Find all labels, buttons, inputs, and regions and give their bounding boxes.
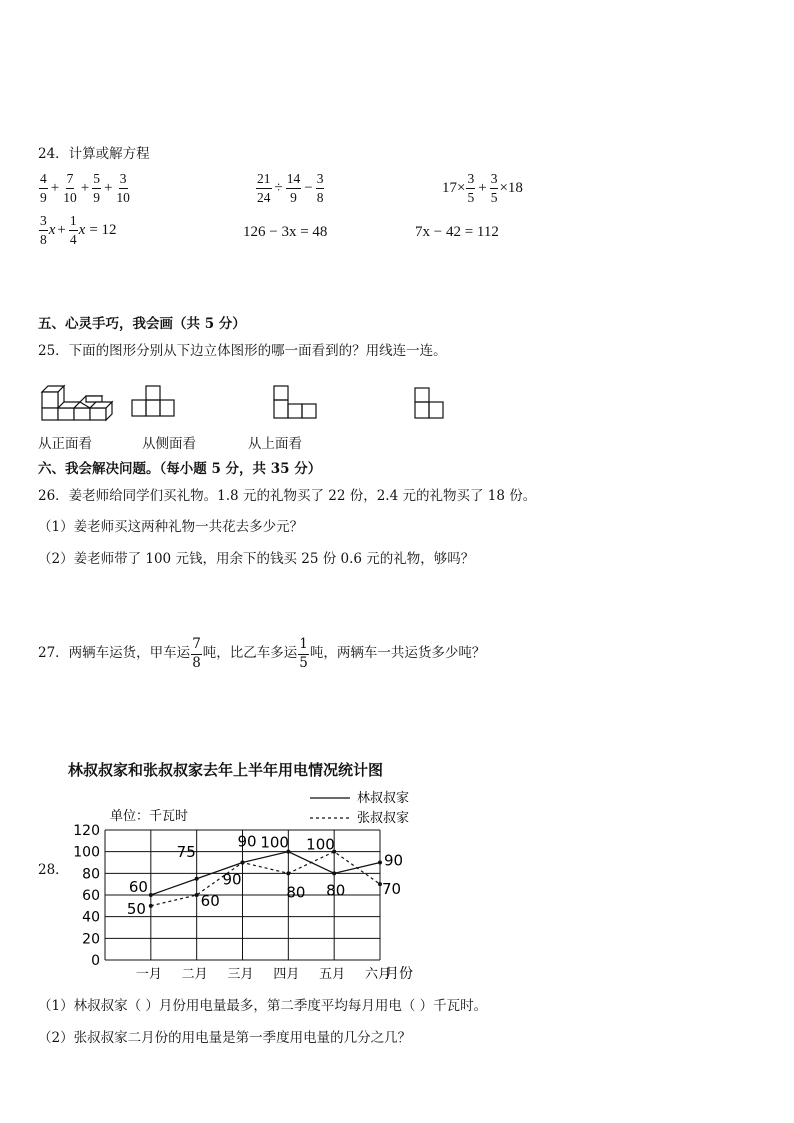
y-axis-ticks	[73, 823, 100, 969]
fraction: $\frac{14}{9}$	[286, 171, 301, 205]
data-label: 90	[237, 832, 257, 851]
q24-equation-2: 126 − 3x = 48	[243, 224, 328, 240]
data-label: 80	[286, 883, 306, 902]
data-label: 90	[384, 851, 404, 870]
y-tick-label: 120	[73, 823, 100, 839]
fraction: $\frac{3}{5}$	[467, 171, 475, 205]
x-tick-label: 三月	[227, 967, 254, 982]
fraction: $\frac{3}{8}$	[316, 171, 324, 205]
q26-part2: （2）姜老师带了 100 元钱，用余下的钱买 25 份 0.6 元的礼物，够吗？	[38, 551, 475, 567]
fraction: $\frac{21}{24}$	[257, 171, 271, 205]
fraction: $\frac{7}{10}$	[63, 171, 77, 205]
data-label: 90	[222, 870, 242, 889]
data-label: 50	[126, 899, 146, 918]
x-axis-ticks	[136, 967, 391, 982]
solid-figure-3d	[42, 386, 112, 420]
data-label: 100	[306, 835, 335, 854]
view-label-top: 从上面看	[248, 436, 302, 452]
view-shape-3	[415, 388, 443, 418]
q24-expr-1: $\frac{4}{9}$ + $\frac{7}{10}$ + $\frac{5}{9}$ + $\frac{3}{10}$	[40, 171, 130, 205]
fraction: $\frac{1}{5}$	[299, 636, 308, 671]
y-tick-label: 60	[82, 888, 100, 904]
q25-text: 25．下面的图形分别从下边立体图形的哪一面看到的？用线连一连。	[38, 343, 447, 359]
data-point	[149, 904, 153, 908]
view-shape-2	[274, 386, 316, 418]
data-point	[149, 893, 153, 897]
x-tick-label: 二月	[181, 967, 208, 982]
x-tick-label: 四月	[273, 967, 300, 982]
q27-text: 27．两辆车运货，甲车运 $\frac{7}{8}$ 吨，比乙车多运 $\frac{1}{5}$ 吨，两辆车一共运货多少吨？	[38, 636, 486, 671]
y-tick-label: 40	[82, 909, 100, 926]
fraction: $\frac{3}{10}$	[116, 171, 130, 205]
fraction: $\frac{7}{8}$	[192, 636, 201, 671]
data-point	[378, 861, 382, 865]
data-label: 70	[382, 880, 402, 899]
q24-equation-3: 7x − 42 = 112	[415, 224, 499, 240]
unit-label: 单位：千瓦时	[110, 809, 189, 824]
x-tick-label: 一月	[135, 967, 162, 982]
data-label: 60	[200, 892, 220, 910]
legend-label-zhang: 张叔叔家	[357, 811, 410, 826]
y-tick-label: 80	[82, 866, 100, 883]
y-tick-label: 0	[91, 953, 100, 969]
q24-title: 24．计算或解方程	[38, 146, 150, 162]
chart-title: 林叔叔家和张叔叔家去年上半年用电情况统计图	[68, 761, 384, 779]
view-shape-1	[132, 386, 174, 416]
q24-expr-3: 17× $\frac{3}{5}$ + $\frac{3}{5}$ ×18	[442, 171, 523, 205]
x-tick-label: 五月	[319, 967, 346, 982]
x-tick-label: 六月	[364, 967, 392, 982]
data-point	[241, 861, 245, 865]
fraction: $\frac{3}{8}$	[40, 213, 47, 247]
fraction: $\frac{5}{9}$	[93, 171, 100, 205]
q28-part1: （1）林叔叔家（ ）月份用电量最多，第二季度平均每月用电（ ）千瓦时。	[38, 998, 488, 1014]
q28-label: 28．	[38, 862, 69, 878]
data-point	[286, 871, 290, 875]
view-label-side: 从侧面看	[142, 436, 196, 452]
data-label: 100	[260, 833, 289, 852]
line-chart	[60, 782, 440, 982]
q25-figures	[38, 380, 468, 425]
fraction: $\frac{3}{5}$	[490, 171, 498, 205]
q26-text: 26．姜老师给同学们买礼物。1.8 元的礼物买了 22 份，2.4 元的礼物买了 18 份。	[38, 488, 537, 504]
data-labels	[127, 833, 403, 918]
data-point	[195, 893, 199, 897]
data-label: 75	[176, 842, 196, 861]
fraction: $\frac{4}{9}$	[40, 171, 47, 205]
q26-part1: （1）姜老师买这两种礼物一共花去多少元？	[38, 519, 304, 535]
fraction: $\frac{1}{4}$	[69, 213, 77, 247]
q24-equation-1: $\frac{3}{8}$ x + $\frac{1}{4}$ x = 12	[40, 213, 117, 247]
y-tick-label: 100	[73, 844, 100, 861]
section5-title: 五、心灵手巧，我会画（共 5 分）	[38, 316, 246, 332]
section6-title: 六、我会解决问题。（每小题 5 分，共 35 分）	[38, 461, 322, 477]
data-label: 80	[326, 881, 346, 900]
data-point	[195, 877, 199, 881]
x-axis-label: 月份	[385, 966, 413, 982]
data-point	[332, 871, 336, 875]
q28-part2: （2）张叔叔家二月份的用电量是第一季度用电量的几分之几？	[38, 1030, 412, 1046]
y-tick-label: 20	[82, 931, 100, 948]
view-label-front: 从正面看	[38, 436, 92, 452]
legend-label-lin: 林叔叔家	[357, 791, 410, 806]
legend	[310, 790, 409, 826]
q24-expr-2: $\frac{21}{24}$ ÷ $\frac{14}{9}$ − $\frac{3}{8}$	[257, 171, 324, 205]
data-label: 60	[128, 878, 148, 896]
